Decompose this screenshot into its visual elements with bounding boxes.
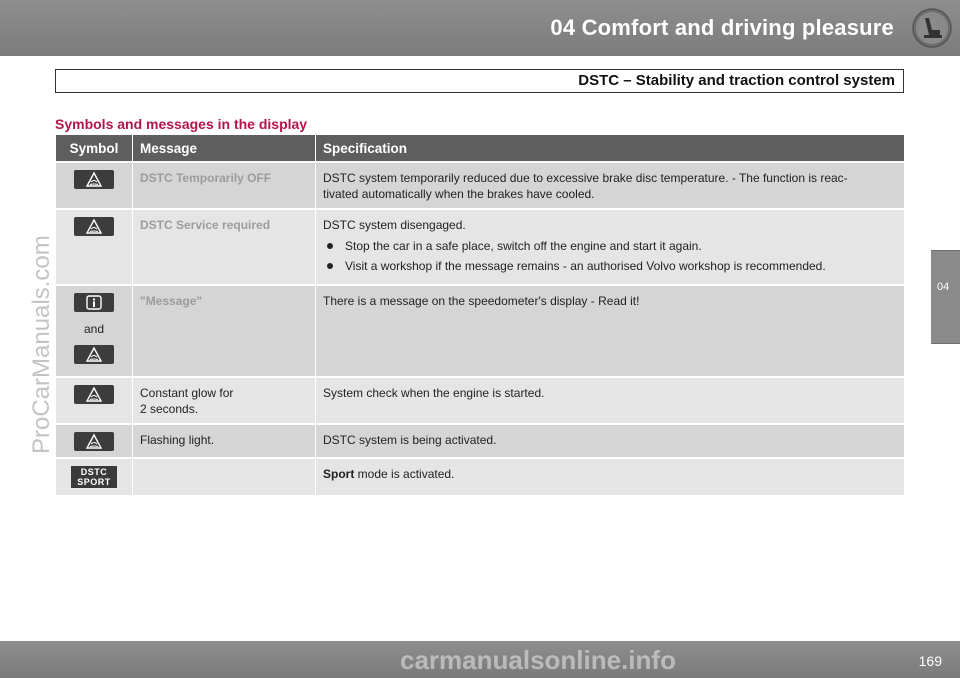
specification-text: DSTC system is being activated. [323,433,497,447]
skidding-car-icon [74,385,114,404]
watermark-left: ProCarManuals.com [28,235,55,454]
symbol-cell [56,457,133,495]
table-row [56,208,904,284]
table-row [56,284,904,376]
message-cell [133,208,316,284]
symbol-cell [56,208,133,284]
specification-text: System check when the engine is started. [323,386,545,400]
watermark-bottom: carmanualsonline.info [400,645,676,675]
table-row [56,423,904,457]
side-tab-label: 04 [937,281,950,293]
symbol-cell [56,376,133,423]
skidding-car-icon [74,217,114,236]
info-message-icon [74,293,114,312]
chapter-side-tab[interactable] [931,250,960,344]
specification-cell [316,423,904,457]
skidding-car-icon [74,345,114,364]
seat-icon [910,6,954,50]
specification-cell [316,161,904,208]
page-number: 169 [918,653,942,669]
chapter-title: 04 Comfort and driving pleasure [550,15,894,40]
symbol-cell [56,161,133,208]
bullet-item: Visit a workshop if the message remains - an authorised Volvo workshop is recommended. [323,258,897,274]
skidding-car-icon [74,432,114,451]
chapter-header-bar [0,0,960,56]
specification-text: DSTC system temporarily reduced due to excessive brake disc temperature. - The function is reac- tivated automatically when the brakes have cooled. [323,171,848,201]
specification-cell [316,457,904,495]
table-row [56,161,904,208]
message-text: "Message" [140,294,203,308]
symbol-cell [56,284,133,376]
sport-icon-line2: SPORT [77,477,111,487]
dstc-sport-icon [71,466,117,488]
symbol-cell [56,423,133,457]
bullet-list [323,238,897,274]
bullet-item: Stop the car in a safe place, switch off the engine and start it again. [323,238,897,254]
message-cell [133,423,316,457]
message-cell [133,161,316,208]
specification-text: mode is activated. [354,467,455,481]
specification-text: DSTC system disengaged. [323,218,466,232]
specification-cell [316,208,904,284]
specification-cell [316,284,904,376]
table-row [56,457,904,495]
message-cell [133,457,316,495]
specification-text: There is a message on the speedometer's display - Read it! [323,294,640,308]
message-text: Flashing light. [140,433,215,447]
skidding-car-icon [74,170,114,189]
symbols-table [56,135,904,495]
message-cell [133,284,316,376]
column-header-symbol: Symbol [56,135,133,161]
section-heading: Symbols and messages in the display [55,116,308,132]
section-title-box [55,69,904,93]
section-title: DSTC – Stability and traction control system [578,72,895,89]
message-cell [133,376,316,423]
column-header-specification: Specification [316,135,904,161]
specification-bold-text: Sport [323,467,355,481]
message-text-line1: Constant glow for [140,386,234,400]
specification-cell [316,376,904,423]
message-text: DSTC Service required [140,218,271,232]
message-text-line2: 2 seconds. [140,402,199,416]
message-text: DSTC Temporarily OFF [140,171,272,185]
and-text: and [83,322,105,336]
column-header-message: Message [133,135,316,161]
table-header-row [56,135,904,161]
table-row [56,376,904,423]
sport-icon-line1: DSTC [80,467,108,477]
